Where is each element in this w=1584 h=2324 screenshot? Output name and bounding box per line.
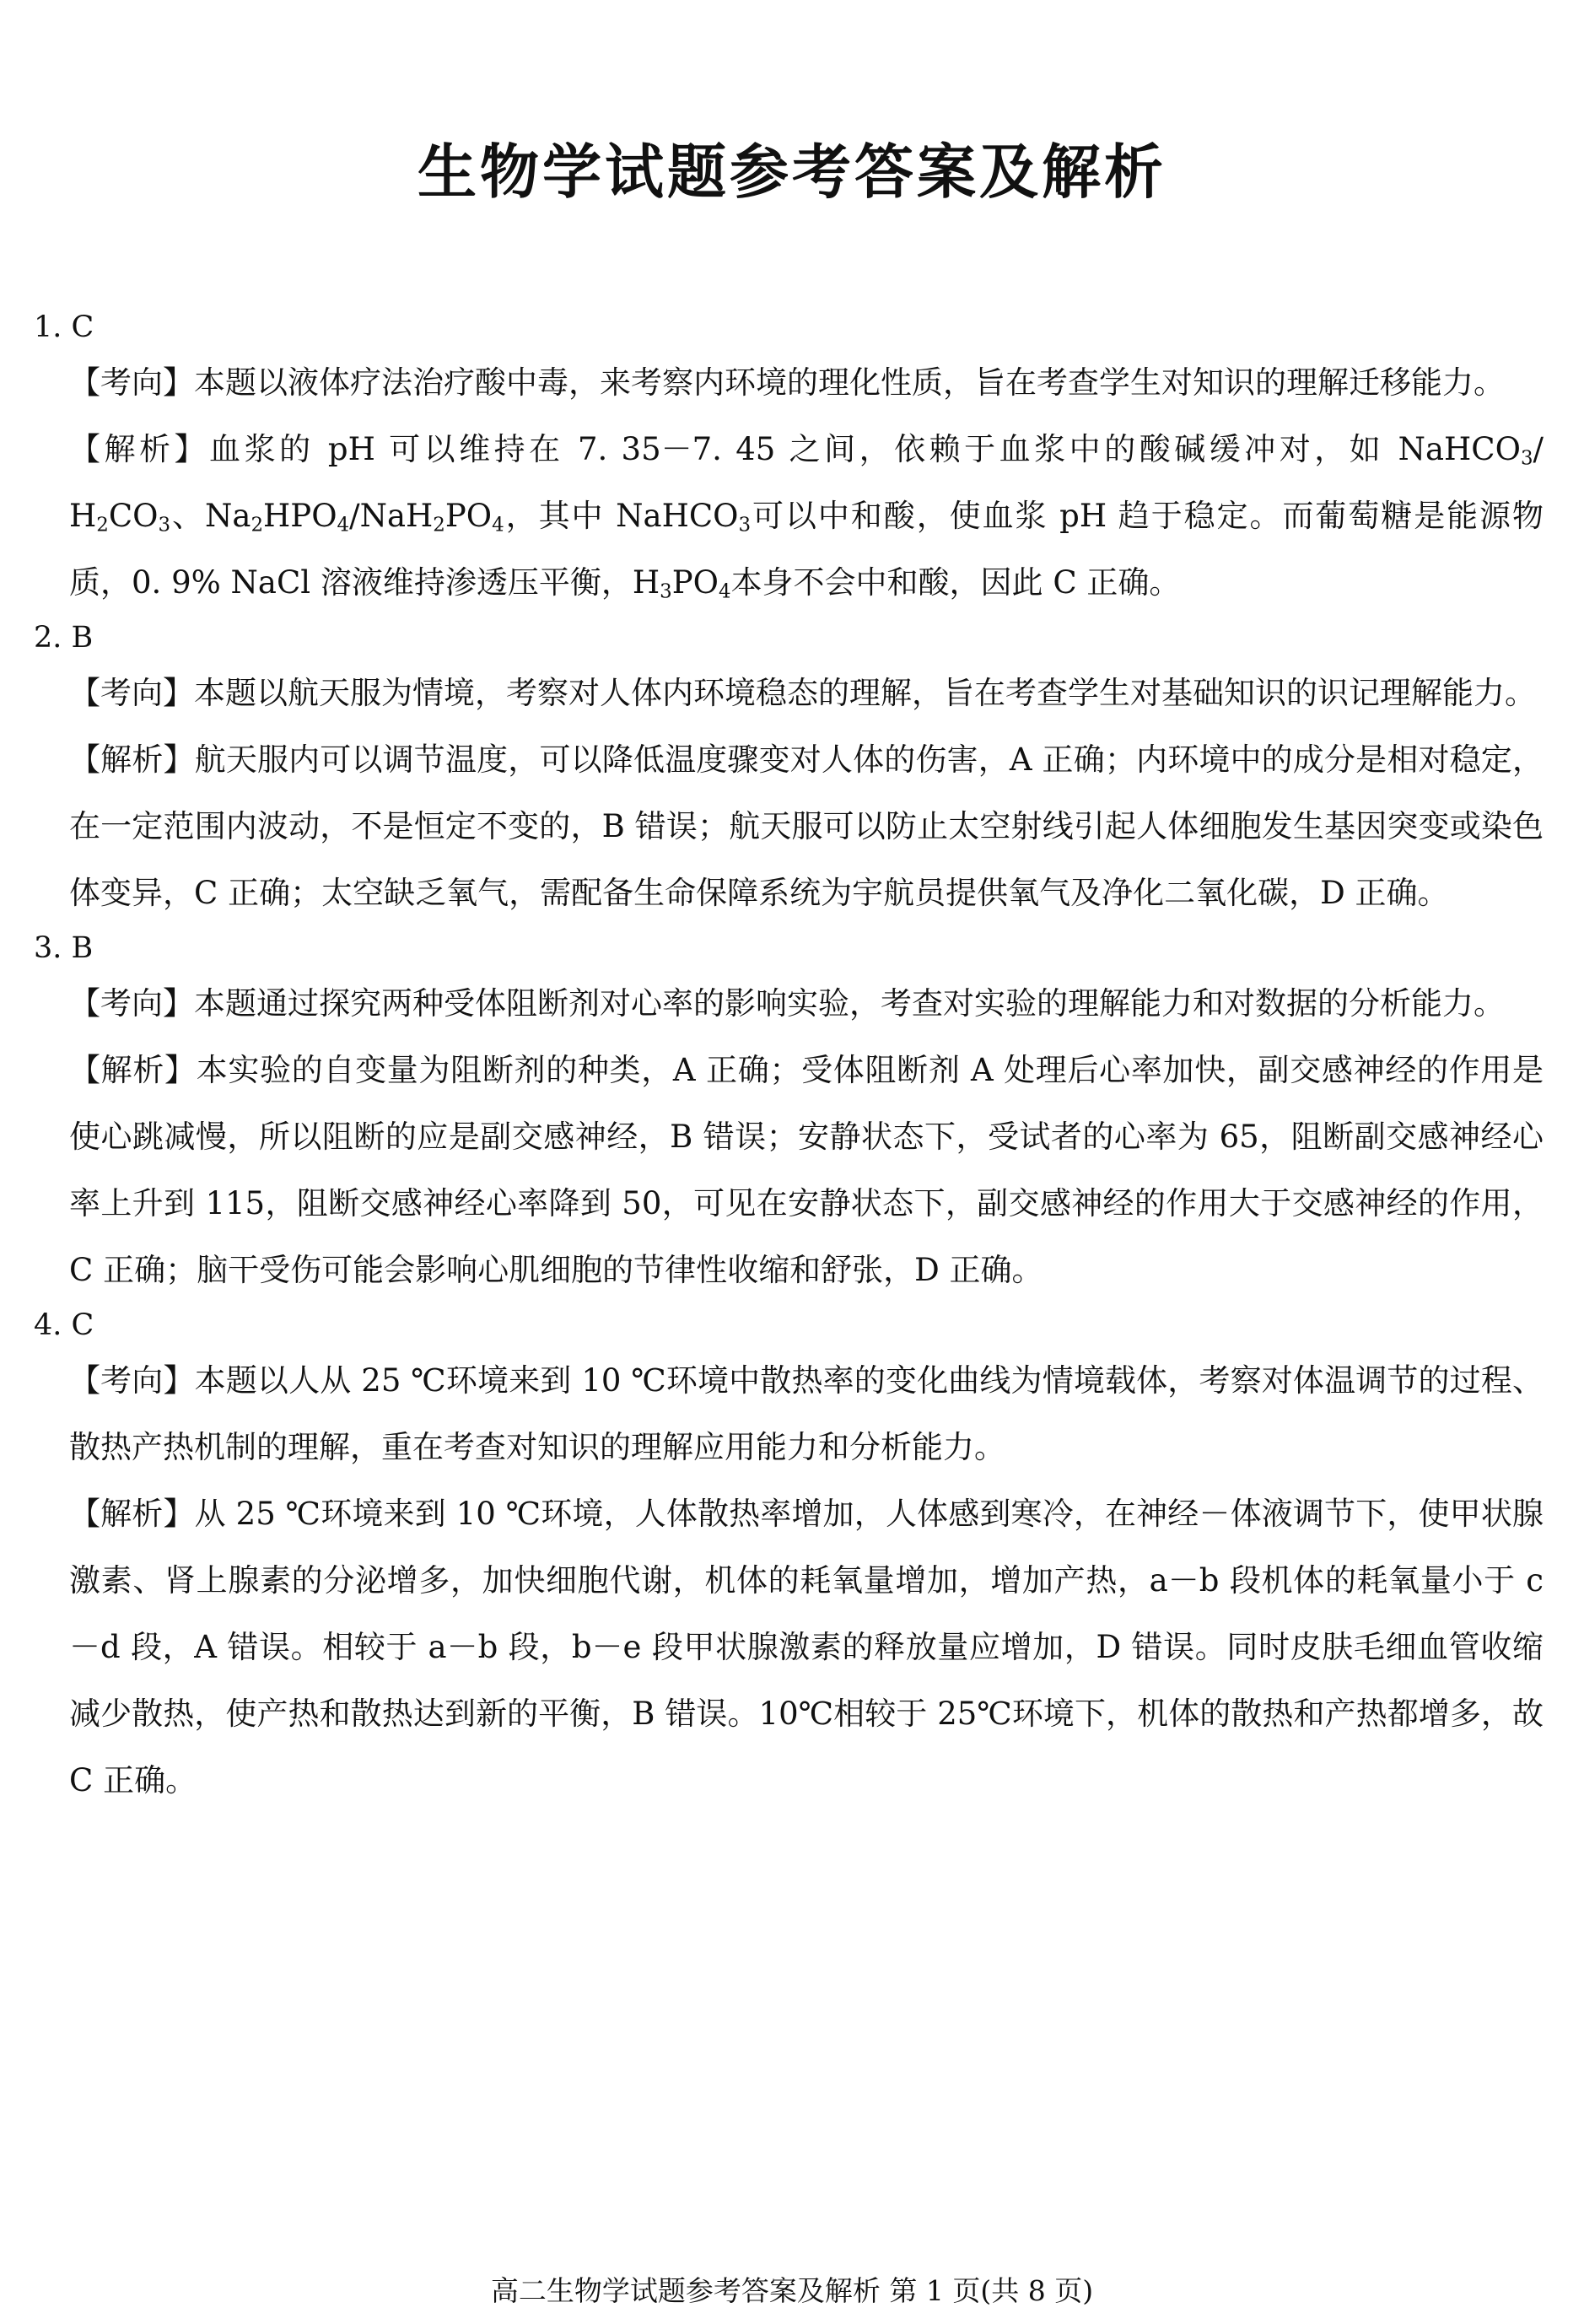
question-3 (34, 926, 1544, 1303)
answer-number: 2. B (34, 621, 94, 655)
kaoxiang-text: 【考向】本题以液体疗法治疗酸中毒，来考察内环境的理化性质，旨在考查学生对知识的理解迁移能力。 (69, 364, 1505, 401)
jiexi-text: 【解析】从 25 ℃环境来到 10 ℃环境，人体散热率增加，人体感到寒冷，在神经－体液调节下，使甲状腺激素、肾上腺素的分泌增多，加快细胞代谢，机体的耗氧量增加，增加产热，a－b 段机体的耗氧量小于 c－d 段，A 错误。相较于 a－b 段，b－e 段甲状腺激素的释放量应增加，D 错误。同时皮肤毛细血管收缩减少散热，使产热和散热达到新的平衡，B 错误。10℃相较于 25℃环境下，机体的散热和产热都增多，故 C 正确。 (69, 1496, 1544, 1798)
question-1 (34, 305, 1544, 616)
answer-number: 1. C (34, 310, 94, 344)
answer-number: 4. C (34, 1308, 94, 1342)
jiexi-text: 【解析】本实验的自变量为阻断剂的种类，A 正确；受体阻断剂 A 处理后心率加快，副交感神经的作用是使心跳减慢，所以阻断的应是副交感神经，B 错误；安静状态下，受试者的心率为 65，阻断副交感神经心率上升到 115，阻断交感神经心率降到 50，可见在安静状态下，副交感神经的作用大于交感神经的作用，C 正确；脑干受伤可能会影响心肌细胞的节律性收缩和舒张，D 正确。 (69, 1052, 1544, 1288)
kaoxiang-text: 【考向】本题通过探究两种受体阻断剂对心率的影响实验，考查对实验的理解能力和对数据的分析能力。 (69, 985, 1505, 1022)
kaoxiang-text: 【考向】本题以人从 25 ℃环境来到 10 ℃环境中散热率的变化曲线为情境载体，考察对体温调节的过程、散热产热机制的理解，重在考查对知识的理解应用能力和分析能力。 (69, 1362, 1544, 1465)
question-4 (34, 1303, 1544, 1814)
answer-list (34, 305, 1544, 1814)
kaoxiang-text: 【考向】本题以航天服为情境，考察对人体内环境稳态的理解，旨在考查学生对基础知识的识记理解能力。 (69, 675, 1536, 711)
jiexi-text: 【解析】航天服内可以调节温度，可以降低温度骤变对人体的伤害，A 正确；内环境中的成分是相对稳定，在一定范围内波动，不是恒定不变的，B 错误；航天服可以防止太空射线引起人体细胞发生基因突变或染色体变异，C 正确；太空缺乏氧气，需配备生命保障系统为宇航员提供氧气及净化二氧化碳，D 正确。 (69, 741, 1544, 911)
page-title: 生物学试题参考答案及解析 (418, 137, 1166, 207)
page-footer: 高二生物学试题参考答案及解析 第 1 页(共 8 页) (490, 2274, 1094, 2307)
question-2 (34, 616, 1544, 926)
jiexi-text: 【解析】血浆的 pH 可以维持在 7. 35－7. 45 之间，依赖于血浆中的酸碱缓冲对，如 NaHCO$_3$/ $H_2CO_3$、$Na_2HPO_4/NaH_2PO_4$，其中 NaHCO$_3$可以中和酸，使血浆 pH 趋于稳定。而葡萄糖是能源物质，0. 9% NaCl 溶液维持渗透压平衡，$H_3PO_4$本身不会中和酸，因此 C 正确。 (69, 431, 1544, 603)
answer-number: 3. B (34, 931, 94, 965)
